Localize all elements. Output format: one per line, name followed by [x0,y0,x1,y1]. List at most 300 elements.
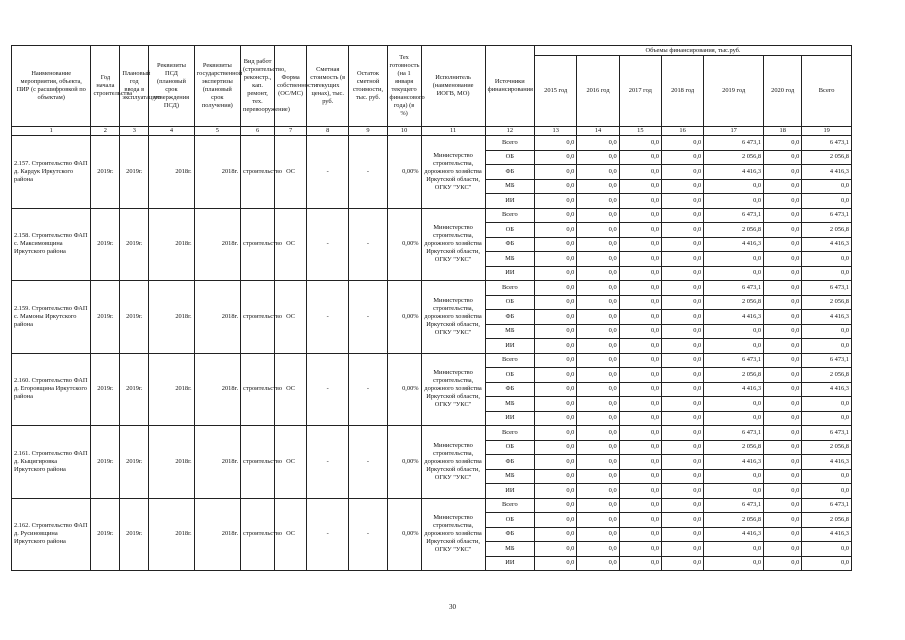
funding-value: 0,0 [661,237,703,252]
funding-value: 0,0 [535,397,577,412]
column-number: 5 [194,127,240,136]
funding-value: 0,0 [619,165,661,180]
psd-year: 2018г. [149,498,194,571]
column-number: 3 [120,127,149,136]
funding-value: 0,0 [619,324,661,339]
funding-value: 0,0 [535,556,577,571]
funding-value: 0,0 [619,150,661,165]
funding-source: Всего [485,426,535,441]
funding-value: 0,0 [619,556,661,571]
funding-value: 0,0 [535,339,577,354]
funding-value: 0,0 [619,339,661,354]
funding-value: 0,0 [577,179,619,194]
funding-value: 0,0 [535,353,577,368]
funding-value: 0,0 [764,179,802,194]
funding-value: 0,0 [764,353,802,368]
funding-value: 0,0 [535,223,577,238]
funding-value: 0,0 [619,194,661,209]
funding-value: 0,0 [704,556,764,571]
ownership: ОС [275,498,307,571]
funding-value: 0,0 [619,252,661,267]
funding-value: 0,0 [764,368,802,383]
psd-year: 2018г. [149,136,194,209]
funding-value: 0,0 [704,484,764,499]
funding-value: 0,0 [577,150,619,165]
funding-value: 0,0 [704,194,764,209]
start-year: 2019г. [91,426,120,499]
funding-value: 4 416,3 [802,237,852,252]
psd-year: 2018г. [149,426,194,499]
funding-value: 6 473,1 [802,353,852,368]
funding-value: 0,0 [535,455,577,470]
funding-value: 0,0 [535,513,577,528]
funding-value: 2 056,8 [704,295,764,310]
funding-value: 0,0 [661,426,703,441]
funding-value: 0,0 [577,498,619,513]
header-expertise-details: Реквизиты государственной экспертизы (плановый срок получения) [194,46,240,127]
funding-value: 6 473,1 [704,208,764,223]
funding-source: ФБ [485,237,535,252]
funding-value: 0,0 [577,266,619,281]
funding-value: 0,0 [661,440,703,455]
funding-value: 0,0 [764,150,802,165]
expertise-year: 2018г. [194,208,240,281]
funding-value: 0,0 [535,411,577,426]
funding-value: 6 473,1 [704,353,764,368]
project-name: 2.161. Строительство ФАП д. Кыцигировка Иркутского района [12,426,91,499]
funding-source: ОБ [485,223,535,238]
funding-value: 0,0 [577,295,619,310]
funding-value: 0,0 [577,223,619,238]
funding-source: ОБ [485,513,535,528]
funding-value: 2 056,8 [802,440,852,455]
funding-source: ФБ [485,165,535,180]
funding-value: 0,0 [764,252,802,267]
funding-value: 0,0 [661,252,703,267]
funding-value: 4 416,3 [802,310,852,325]
planned-year: 2019г. [120,136,149,209]
table-row [12,208,852,223]
header-sources: Источники финансирования [485,46,535,127]
executor: Министерство строительства, дорожного хозяйства Иркутской области, ОГКУ "УКС" [421,498,485,571]
funding-value: 0,0 [661,484,703,499]
project-name: 2.160. Строительство ФАП д. Егоровщина Иркутского района [12,353,91,426]
funding-value: 0,0 [661,208,703,223]
work-type: строительство [241,208,275,281]
funding-value: 0,0 [619,527,661,542]
column-number: 19 [802,127,852,136]
header-work-type: Вид работ (строительство, реконстр., кап. ремонт, тех. перевооружение) [241,46,275,127]
header-year: 2016 год [577,56,619,127]
table-header [12,46,852,136]
remaining-cost: - [349,208,387,281]
funding-value: 0,0 [764,194,802,209]
funding-value: 2 056,8 [704,440,764,455]
funding-value: 0,0 [764,469,802,484]
funding-value: 0,0 [661,324,703,339]
column-number: 4 [149,127,194,136]
header-estimated-cost: Сметная стоимость (в текущих ценах), тыс. руб. [307,46,349,127]
funding-value: 0,0 [661,527,703,542]
funding-value: 0,0 [802,266,852,281]
funding-value: 2 056,8 [802,513,852,528]
funding-value: 0,0 [802,556,852,571]
funding-value: 0,0 [704,266,764,281]
funding-value: 0,0 [764,266,802,281]
funding-value: 6 473,1 [704,498,764,513]
expertise-year: 2018г. [194,353,240,426]
funding-source: ФБ [485,310,535,325]
funding-source: МБ [485,542,535,557]
funding-value: 0,0 [704,324,764,339]
expertise-year: 2018г. [194,136,240,209]
funding-value: 0,0 [535,324,577,339]
project-name: 2.159. Строительство ФАП с. Мамоны Иркутского района [12,281,91,354]
funding-value: 0,0 [535,165,577,180]
funding-value: 0,0 [535,542,577,557]
funding-value: 0,0 [661,194,703,209]
readiness: 0,00% [387,136,421,209]
estimated-cost: - [307,498,349,571]
funding-value: 0,0 [704,252,764,267]
column-number: 14 [577,127,619,136]
funding-value: 6 473,1 [704,281,764,296]
funding-value: 0,0 [619,542,661,557]
funding-value: 0,0 [577,310,619,325]
funding-source: МБ [485,397,535,412]
funding-value: 0,0 [577,513,619,528]
table-row [12,426,852,441]
start-year: 2019г. [91,498,120,571]
funding-value: 0,0 [619,353,661,368]
funding-source: Всего [485,498,535,513]
funding-value: 0,0 [661,455,703,470]
funding-value: 0,0 [577,368,619,383]
funding-value: 0,0 [577,411,619,426]
funding-value: 0,0 [535,208,577,223]
project-name: 2.162. Строительство ФАП д. Русиновщина Иркутского района [12,498,91,571]
header-name: Наименование мероприятия, объекта, ПИР (с расшифровкой по объектам) [12,46,91,127]
column-number: 1 [12,127,91,136]
header-readiness: Тех готовность (на 1 января текущего финансового года) (в %) [387,46,421,127]
header-year: 2017 год [619,56,661,127]
funding-value: 0,0 [764,498,802,513]
page-number: 30 [449,603,456,611]
funding-value: 0,0 [619,513,661,528]
funding-value: 0,0 [764,281,802,296]
funding-source: ФБ [485,455,535,470]
funding-value: 0,0 [619,455,661,470]
readiness: 0,00% [387,208,421,281]
funding-value: 0,0 [802,542,852,557]
funding-value: 0,0 [535,382,577,397]
funding-value: 0,0 [661,266,703,281]
column-number: 13 [535,127,577,136]
funding-value: 0,0 [619,440,661,455]
header-start-year: Год начала строительства [91,46,120,127]
estimated-cost: - [307,136,349,209]
funding-value: 0,0 [535,440,577,455]
remaining-cost: - [349,136,387,209]
funding-value: 0,0 [619,498,661,513]
column-numbers-row [12,127,852,136]
start-year: 2019г. [91,281,120,354]
funding-value: 0,0 [704,397,764,412]
funding-value: 0,0 [661,397,703,412]
funding-value: 0,0 [764,411,802,426]
funding-value: 4 416,3 [802,527,852,542]
executor: Министерство строительства, дорожного хозяйства Иркутской области, ОГКУ "УКС" [421,281,485,354]
funding-value: 2 056,8 [802,368,852,383]
funding-value: 0,0 [661,411,703,426]
funding-value: 4 416,3 [802,165,852,180]
readiness: 0,00% [387,426,421,499]
funding-value: 0,0 [802,397,852,412]
funding-value: 0,0 [764,426,802,441]
work-type: строительство [241,136,275,209]
funding-value: 0,0 [661,513,703,528]
funding-value: 0,0 [764,382,802,397]
expertise-year: 2018г. [194,426,240,499]
funding-value: 0,0 [535,237,577,252]
funding-value: 0,0 [704,179,764,194]
readiness: 0,00% [387,281,421,354]
funding-value: 4 416,3 [802,455,852,470]
header-remaining-cost: Остаток сметной стоимости, тыс. руб. [349,46,387,127]
remaining-cost: - [349,281,387,354]
funding-value: 0,0 [661,281,703,296]
funding-source: ИИ [485,339,535,354]
funding-source: ИИ [485,556,535,571]
funding-value: 0,0 [619,426,661,441]
header-executor: Исполнитель (наименование ИОГВ, МО) [421,46,485,127]
funding-source: ИИ [485,266,535,281]
funding-value: 6 473,1 [802,208,852,223]
funding-value: 0,0 [577,426,619,441]
funding-value: 0,0 [577,237,619,252]
funding-value: 0,0 [704,542,764,557]
planned-year: 2019г. [120,353,149,426]
funding-value: 0,0 [661,223,703,238]
funding-value: 0,0 [577,397,619,412]
funding-value: 0,0 [619,484,661,499]
funding-source: Всего [485,208,535,223]
funding-value: 0,0 [764,295,802,310]
funding-value: 0,0 [619,281,661,296]
funding-value: 0,0 [764,455,802,470]
funding-value: 0,0 [764,556,802,571]
table-row [12,136,852,151]
table-body [12,136,852,571]
funding-value: 6 473,1 [802,281,852,296]
funding-value: 0,0 [577,484,619,499]
funding-value: 0,0 [535,484,577,499]
funding-value: 0,0 [764,397,802,412]
planned-year: 2019г. [120,426,149,499]
funding-value: 0,0 [619,223,661,238]
estimated-cost: - [307,208,349,281]
funding-value: 0,0 [535,368,577,383]
funding-value: 0,0 [619,208,661,223]
funding-value: 0,0 [764,223,802,238]
header-year: 2020 год [764,56,802,127]
column-number: 11 [421,127,485,136]
estimated-cost: - [307,281,349,354]
funding-value: 0,0 [764,484,802,499]
funding-source: ФБ [485,382,535,397]
funding-value: 0,0 [704,339,764,354]
funding-value: 0,0 [577,136,619,151]
funding-value: 0,0 [764,136,802,151]
ownership: ОС [275,281,307,354]
funding-value: 0,0 [535,295,577,310]
column-number: 8 [307,127,349,136]
funding-source: ИИ [485,411,535,426]
funding-value: 0,0 [802,324,852,339]
funding-value: 0,0 [535,527,577,542]
funding-value: 0,0 [764,324,802,339]
planned-year: 2019г. [120,498,149,571]
funding-value: 0,0 [619,179,661,194]
funding-source: ОБ [485,295,535,310]
psd-year: 2018г. [149,281,194,354]
funding-source: МБ [485,324,535,339]
funding-value: 0,0 [535,252,577,267]
funding-source: ОБ [485,150,535,165]
funding-value: 0,0 [764,513,802,528]
column-number: 10 [387,127,421,136]
funding-value: 0,0 [802,484,852,499]
funding-value: 4 416,3 [704,237,764,252]
funding-value: 0,0 [661,165,703,180]
header-psd-details: Реквизиты ПСД (плановый срок утверждения ПСД) [149,46,194,127]
funding-source: ФБ [485,527,535,542]
planned-year: 2019г. [120,281,149,354]
funding-value: 0,0 [661,542,703,557]
funding-source: Всего [485,353,535,368]
financing-table [11,45,852,571]
work-type: строительство [241,426,275,499]
funding-value: 0,0 [577,339,619,354]
funding-value: 0,0 [661,498,703,513]
header-planned-year: Плановый год ввода в эксплуатацию [120,46,149,127]
ownership: ОС [275,353,307,426]
column-number: 17 [704,127,764,136]
funding-value: 0,0 [535,136,577,151]
funding-value: 2 056,8 [802,150,852,165]
table-row [12,353,852,368]
psd-year: 2018г. [149,353,194,426]
column-number: 18 [764,127,802,136]
column-number: 16 [661,127,703,136]
funding-value: 0,0 [619,382,661,397]
work-type: строительство [241,353,275,426]
readiness: 0,00% [387,353,421,426]
funding-value: 0,0 [577,194,619,209]
project-name: 2.157. Строительство ФАП д. Кардук Иркутского района [12,136,91,209]
funding-value: 0,0 [764,527,802,542]
funding-value: 6 473,1 [704,136,764,151]
funding-value: 0,0 [802,469,852,484]
funding-value: 0,0 [704,469,764,484]
funding-value: 0,0 [661,556,703,571]
funding-value: 0,0 [577,440,619,455]
funding-value: 0,0 [661,295,703,310]
funding-value: 0,0 [661,382,703,397]
funding-value: 2 056,8 [704,513,764,528]
funding-value: 4 416,3 [704,165,764,180]
funding-value: 0,0 [764,339,802,354]
funding-value: 0,0 [577,208,619,223]
funding-value: 0,0 [577,455,619,470]
funding-value: 2 056,8 [704,223,764,238]
funding-value: 0,0 [535,179,577,194]
funding-value: 0,0 [619,469,661,484]
funding-source: Всего [485,136,535,151]
funding-value: 6 473,1 [704,426,764,441]
funding-value: 4 416,3 [704,310,764,325]
column-number: 12 [485,127,535,136]
funding-value: 0,0 [764,310,802,325]
funding-value: 0,0 [764,542,802,557]
remaining-cost: - [349,426,387,499]
executor: Министерство строительства, дорожного хозяйства Иркутской области, ОГКУ "УКС" [421,208,485,281]
funding-value: 0,0 [577,281,619,296]
funding-value: 0,0 [661,368,703,383]
funding-value: 0,0 [802,194,852,209]
start-year: 2019г. [91,353,120,426]
funding-value: 2 056,8 [704,368,764,383]
header-ownership: Форма собственности (ОС/МС) [275,46,307,127]
funding-value: 0,0 [535,469,577,484]
readiness: 0,00% [387,498,421,571]
funding-value: 6 473,1 [802,498,852,513]
funding-value: 0,0 [802,411,852,426]
funding-value: 0,0 [577,382,619,397]
funding-value: 6 473,1 [802,136,852,151]
estimated-cost: - [307,426,349,499]
funding-value: 0,0 [764,165,802,180]
header-year: 2015 год [535,56,577,127]
estimated-cost: - [307,353,349,426]
ownership: ОС [275,208,307,281]
column-number: 7 [275,127,307,136]
header-year: 2018 год [661,56,703,127]
funding-value: 0,0 [577,324,619,339]
funding-source: Всего [485,281,535,296]
funding-value: 0,0 [802,339,852,354]
funding-value: 0,0 [619,237,661,252]
column-number: 15 [619,127,661,136]
funding-source: ИИ [485,194,535,209]
funding-value: 0,0 [704,411,764,426]
planned-year: 2019г. [120,208,149,281]
remaining-cost: - [349,353,387,426]
funding-value: 4 416,3 [704,382,764,397]
header-financing: Объемы финансирования, тыс.руб. [535,46,852,56]
funding-value: 0,0 [661,353,703,368]
funding-value: 0,0 [577,252,619,267]
ownership: ОС [275,136,307,209]
psd-year: 2018г. [149,208,194,281]
funding-source: ОБ [485,440,535,455]
table-row [12,498,852,513]
funding-value: 0,0 [661,136,703,151]
header-year: Всего [802,56,852,127]
funding-source: МБ [485,252,535,267]
start-year: 2019г. [91,136,120,209]
funding-value: 0,0 [619,397,661,412]
